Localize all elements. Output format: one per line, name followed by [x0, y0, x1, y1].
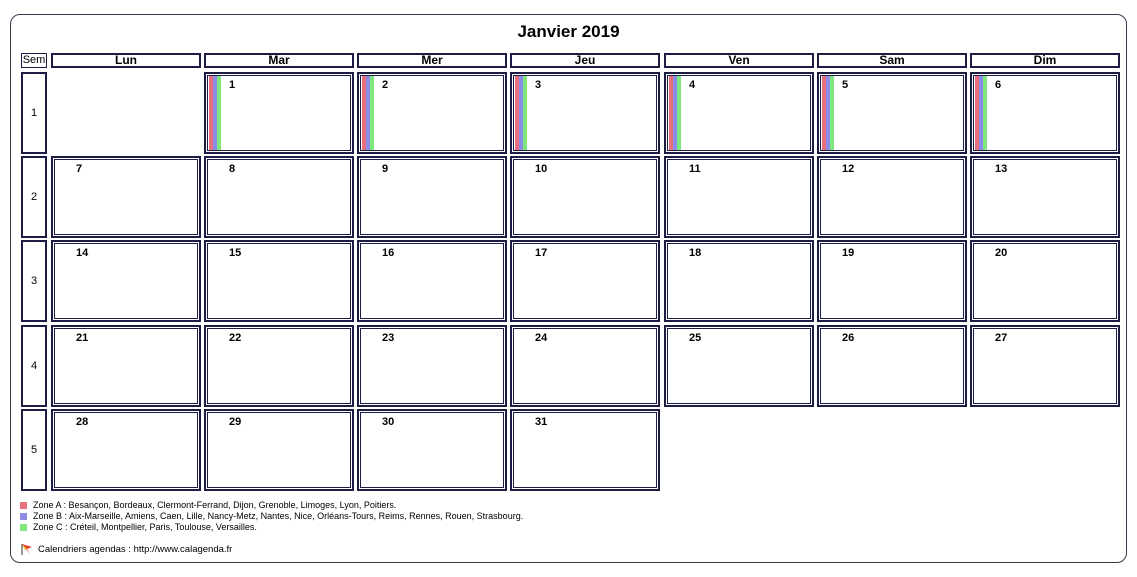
day-number: 13 [995, 163, 1008, 175]
zone-c-holiday-bar [370, 76, 374, 150]
zone-legend [20, 500, 523, 533]
day-number: 6 [995, 79, 1002, 91]
day-cell-2[interactable] [357, 72, 507, 154]
legend-zone-c-text: Zone C : Créteil, Montpellier, Paris, Toulouse, Versailles. [33, 522, 257, 532]
day-number: 2 [382, 79, 389, 91]
zone-a-swatch [20, 502, 27, 509]
zone-c-holiday-bar [983, 76, 987, 150]
day-number: 25 [689, 332, 702, 344]
day-cell-16[interactable] [357, 240, 507, 322]
day-cell-15[interactable] [204, 240, 354, 322]
day-number: 23 [382, 332, 395, 344]
week-number-4: 4 [21, 325, 47, 407]
day-number: 5 [842, 79, 849, 91]
week-number-5: 5 [21, 409, 47, 491]
holiday-zones-bar [668, 76, 682, 150]
day-cell-30[interactable] [357, 409, 507, 491]
legend-zone-c [20, 522, 523, 533]
legend-zone-a [20, 500, 523, 511]
day-number: 1 [229, 79, 236, 91]
zone-c-holiday-bar [523, 76, 527, 150]
flag-icon [21, 543, 33, 555]
holiday-zones-bar [514, 76, 528, 150]
day-cell-9[interactable] [357, 156, 507, 238]
zone-c-holiday-bar [830, 76, 834, 150]
day-cell-4[interactable] [664, 72, 814, 154]
day-header-mar: Mar [204, 53, 354, 68]
day-cell-11[interactable] [664, 156, 814, 238]
holiday-zones-bar [821, 76, 835, 150]
footer-link[interactable]: Calendriers agendas : http://www.calagenda.fr [38, 543, 233, 555]
day-number: 10 [535, 163, 548, 175]
day-number: 14 [76, 247, 89, 259]
day-header-sam: Sam [817, 53, 967, 68]
day-number: 8 [229, 163, 236, 175]
day-number: 11 [689, 163, 701, 175]
day-cell-12[interactable] [817, 156, 967, 238]
day-number: 19 [842, 247, 855, 259]
legend-zone-b [20, 511, 523, 522]
day-cell-13[interactable] [970, 156, 1120, 238]
day-number: 17 [535, 247, 548, 259]
zone-b-swatch [20, 513, 27, 520]
legend-zone-b-text: Zone B : Aix-Marseille, Amiens, Caen, Lille, Nancy-Metz, Nantes, Nice, Orléans-Tours, Reims, Rennes, Rouen, Strasbourg. [33, 511, 524, 521]
day-cell-28[interactable] [51, 409, 201, 491]
zone-c-holiday-bar [677, 76, 681, 150]
day-cell-22[interactable] [204, 325, 354, 407]
day-number: 22 [229, 332, 242, 344]
day-number: 3 [535, 79, 542, 91]
day-number: 21 [76, 332, 89, 344]
zone-c-swatch [20, 524, 27, 531]
week-number-header: Sem [22, 54, 46, 66]
day-number: 18 [689, 247, 702, 259]
day-cell-20[interactable] [970, 240, 1120, 322]
day-cell-21[interactable] [51, 325, 201, 407]
day-number: 28 [76, 416, 89, 428]
footer [21, 543, 232, 555]
day-header-dim: Dim [970, 53, 1120, 68]
day-cell-8[interactable] [204, 156, 354, 238]
calendar-title: Janvier 2019 [517, 22, 620, 41]
day-cell-18[interactable] [664, 240, 814, 322]
day-number: 15 [229, 247, 242, 259]
day-number: 7 [76, 163, 83, 175]
day-cell-14[interactable] [51, 240, 201, 322]
day-header-jeu: Jeu [510, 53, 660, 68]
day-number: 24 [535, 332, 548, 344]
day-number: 9 [382, 163, 389, 175]
day-cell-27[interactable] [970, 325, 1120, 407]
day-number: 29 [229, 416, 242, 428]
day-header-mer: Mer [357, 53, 507, 68]
holiday-zones-bar [974, 76, 988, 150]
holiday-zones-bar [361, 76, 375, 150]
day-cell-29[interactable] [204, 409, 354, 491]
day-cell-24[interactable] [510, 325, 660, 407]
day-cell-25[interactable] [664, 325, 814, 407]
day-cell-17[interactable] [510, 240, 660, 322]
day-number: 31 [535, 416, 548, 428]
day-number: 20 [995, 247, 1008, 259]
week-number-2: 2 [21, 156, 47, 238]
day-cell-19[interactable] [817, 240, 967, 322]
day-number: 16 [382, 247, 395, 259]
legend-zone-a-text: Zone A : Besançon, Bordeaux, Clermont-Ferrand, Dijon, Grenoble, Limoges, Lyon, Poitiers. [33, 500, 397, 510]
week-number-1: 1 [21, 72, 47, 154]
day-cell-3[interactable] [510, 72, 660, 154]
day-number: 12 [842, 163, 855, 175]
day-cell-31[interactable] [510, 409, 660, 491]
day-header-lun: Lun [51, 53, 201, 68]
day-cell-23[interactable] [357, 325, 507, 407]
day-cell-5[interactable] [817, 72, 967, 154]
zone-c-holiday-bar [217, 76, 221, 150]
day-cell-7[interactable] [51, 156, 201, 238]
day-header-ven: Ven [664, 53, 814, 68]
week-number-3: 3 [21, 240, 47, 322]
holiday-zones-bar [208, 76, 222, 150]
day-number: 26 [842, 332, 855, 344]
day-number: 30 [382, 416, 395, 428]
day-cell-1[interactable] [204, 72, 354, 154]
day-number: 4 [689, 79, 696, 91]
day-cell-6[interactable] [970, 72, 1120, 154]
day-cell-26[interactable] [817, 325, 967, 407]
day-cell-10[interactable] [510, 156, 660, 238]
day-number: 27 [995, 332, 1008, 344]
